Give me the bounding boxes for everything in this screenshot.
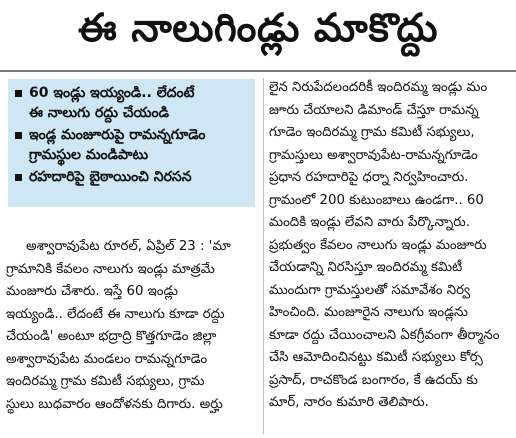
highlight-item [15,125,249,165]
highlight-line: గ్రామస్థుల మండిపాటు [29,147,149,163]
text-line: స్థులు బుధవారం ఆందోళనకు దిగారు. అర్హు [6,396,223,412]
text-line: జూరు చేయాలని డిమాండ్ చేస్తూ రామన్న [269,102,479,118]
bullet-square-icon [15,90,22,97]
highlight-item [15,83,249,123]
bullet-square-icon [15,132,22,139]
headline: ఈ నాలుగిండ్లు మాకొద్దు [77,6,439,51]
highlight-line: ఈ నాలుగు రద్దు చేయండి [29,105,169,121]
highlights-box [8,79,255,207]
text-line: గ్రామంలో 200 కుటుంబాలు ఉండగా.. 60 [269,192,484,208]
text-line: గ్రామస్తులు అశ్వారావుపేట-రామన్నగూడెం [269,147,478,163]
text-line: ముందుగా గ్రామస్తులతో సమావేశం నిర్వ [269,282,471,298]
text-line: మందికి ఇండ్లు లేవని వారు పేర్కొన్నారు. [269,215,470,230]
bullet-square-icon [15,174,22,181]
text-line: కూడా రద్దు చేయించాలని ఏకగ్రీవంగా తీర్మానం [269,327,500,343]
highlight-line: రహదారిపై బైఠాయించి నిరసన [29,169,192,185]
highlight-text [29,125,206,165]
column-divider [263,78,264,434]
text-line: ప్రభుత్వం కేవలం నాలుగు ఇండ్లు మంజూరు [269,237,487,253]
highlight-text [29,167,192,187]
text-line: ప్రసాద్, రాచకొండ బంగారం, కే ఉదయ్ కు [269,372,478,388]
text-line: హించింది. మంజూరైన నాలుగు ఇండ్లను [269,305,468,320]
text-line: మంజూరు చేశారు. ఇస్తే 60 ఇండ్లు [6,284,178,299]
highlight-line: 60 ఇండ్లు ఇయ్యండి.. లేదంటే [29,85,195,101]
headline-divider [0,70,516,72]
text-line: చేయడాన్ని నిరసిస్తూ ఇందిరమ్మ కమిటీ [269,260,463,275]
text-line: గూడెం ఇందిరమ్మ గ్రామ కమిటీ సభ్యులు, [269,125,475,140]
text-line: ప్రధాన రహదారిపై ధర్నా నిర్వహించారు. [269,170,469,185]
text-line: ఇయ్యండి.. లేదంటే ఈ నాలుగు కూడా రద్దు [6,306,225,322]
text-line: గ్రామానికి కేవలం నాలుగు ఇండ్లు మాత్రమే [6,261,215,277]
text-line: మార్, నారం కుమారి తెలిపారు. [269,395,429,410]
text-line: చేయండి' అంటూ భద్రాద్రి కొత్తగూడెం జిల్లా [6,329,217,344]
text-line: ఇందిరమ్మ గ్రామ కమిటీ సభ్యులు, గ్రామ [6,374,205,389]
highlight-item [15,167,249,187]
text-line: లైన నిరుపేదలందరికీ ఇందిరమ్మ ఇండ్లు మం [269,80,488,95]
highlight-text [29,83,194,123]
text-line: అశ్వారావుపేట మండలం రామన్నగూడెం [6,351,208,367]
text-line: చేసి ఆమోదించినట్టు కమిటీ సభ్యులు కోర్స [269,350,483,365]
article-column-left [6,236,258,416]
article-column-right [269,77,513,415]
highlight-line: ఇండ్ల మంజూరుపై రామన్నగూడెం [29,127,206,143]
text-line: అశ్వారావుపేట రూరల్, ఏప్రిల్ 23 : 'మా [26,239,231,254]
